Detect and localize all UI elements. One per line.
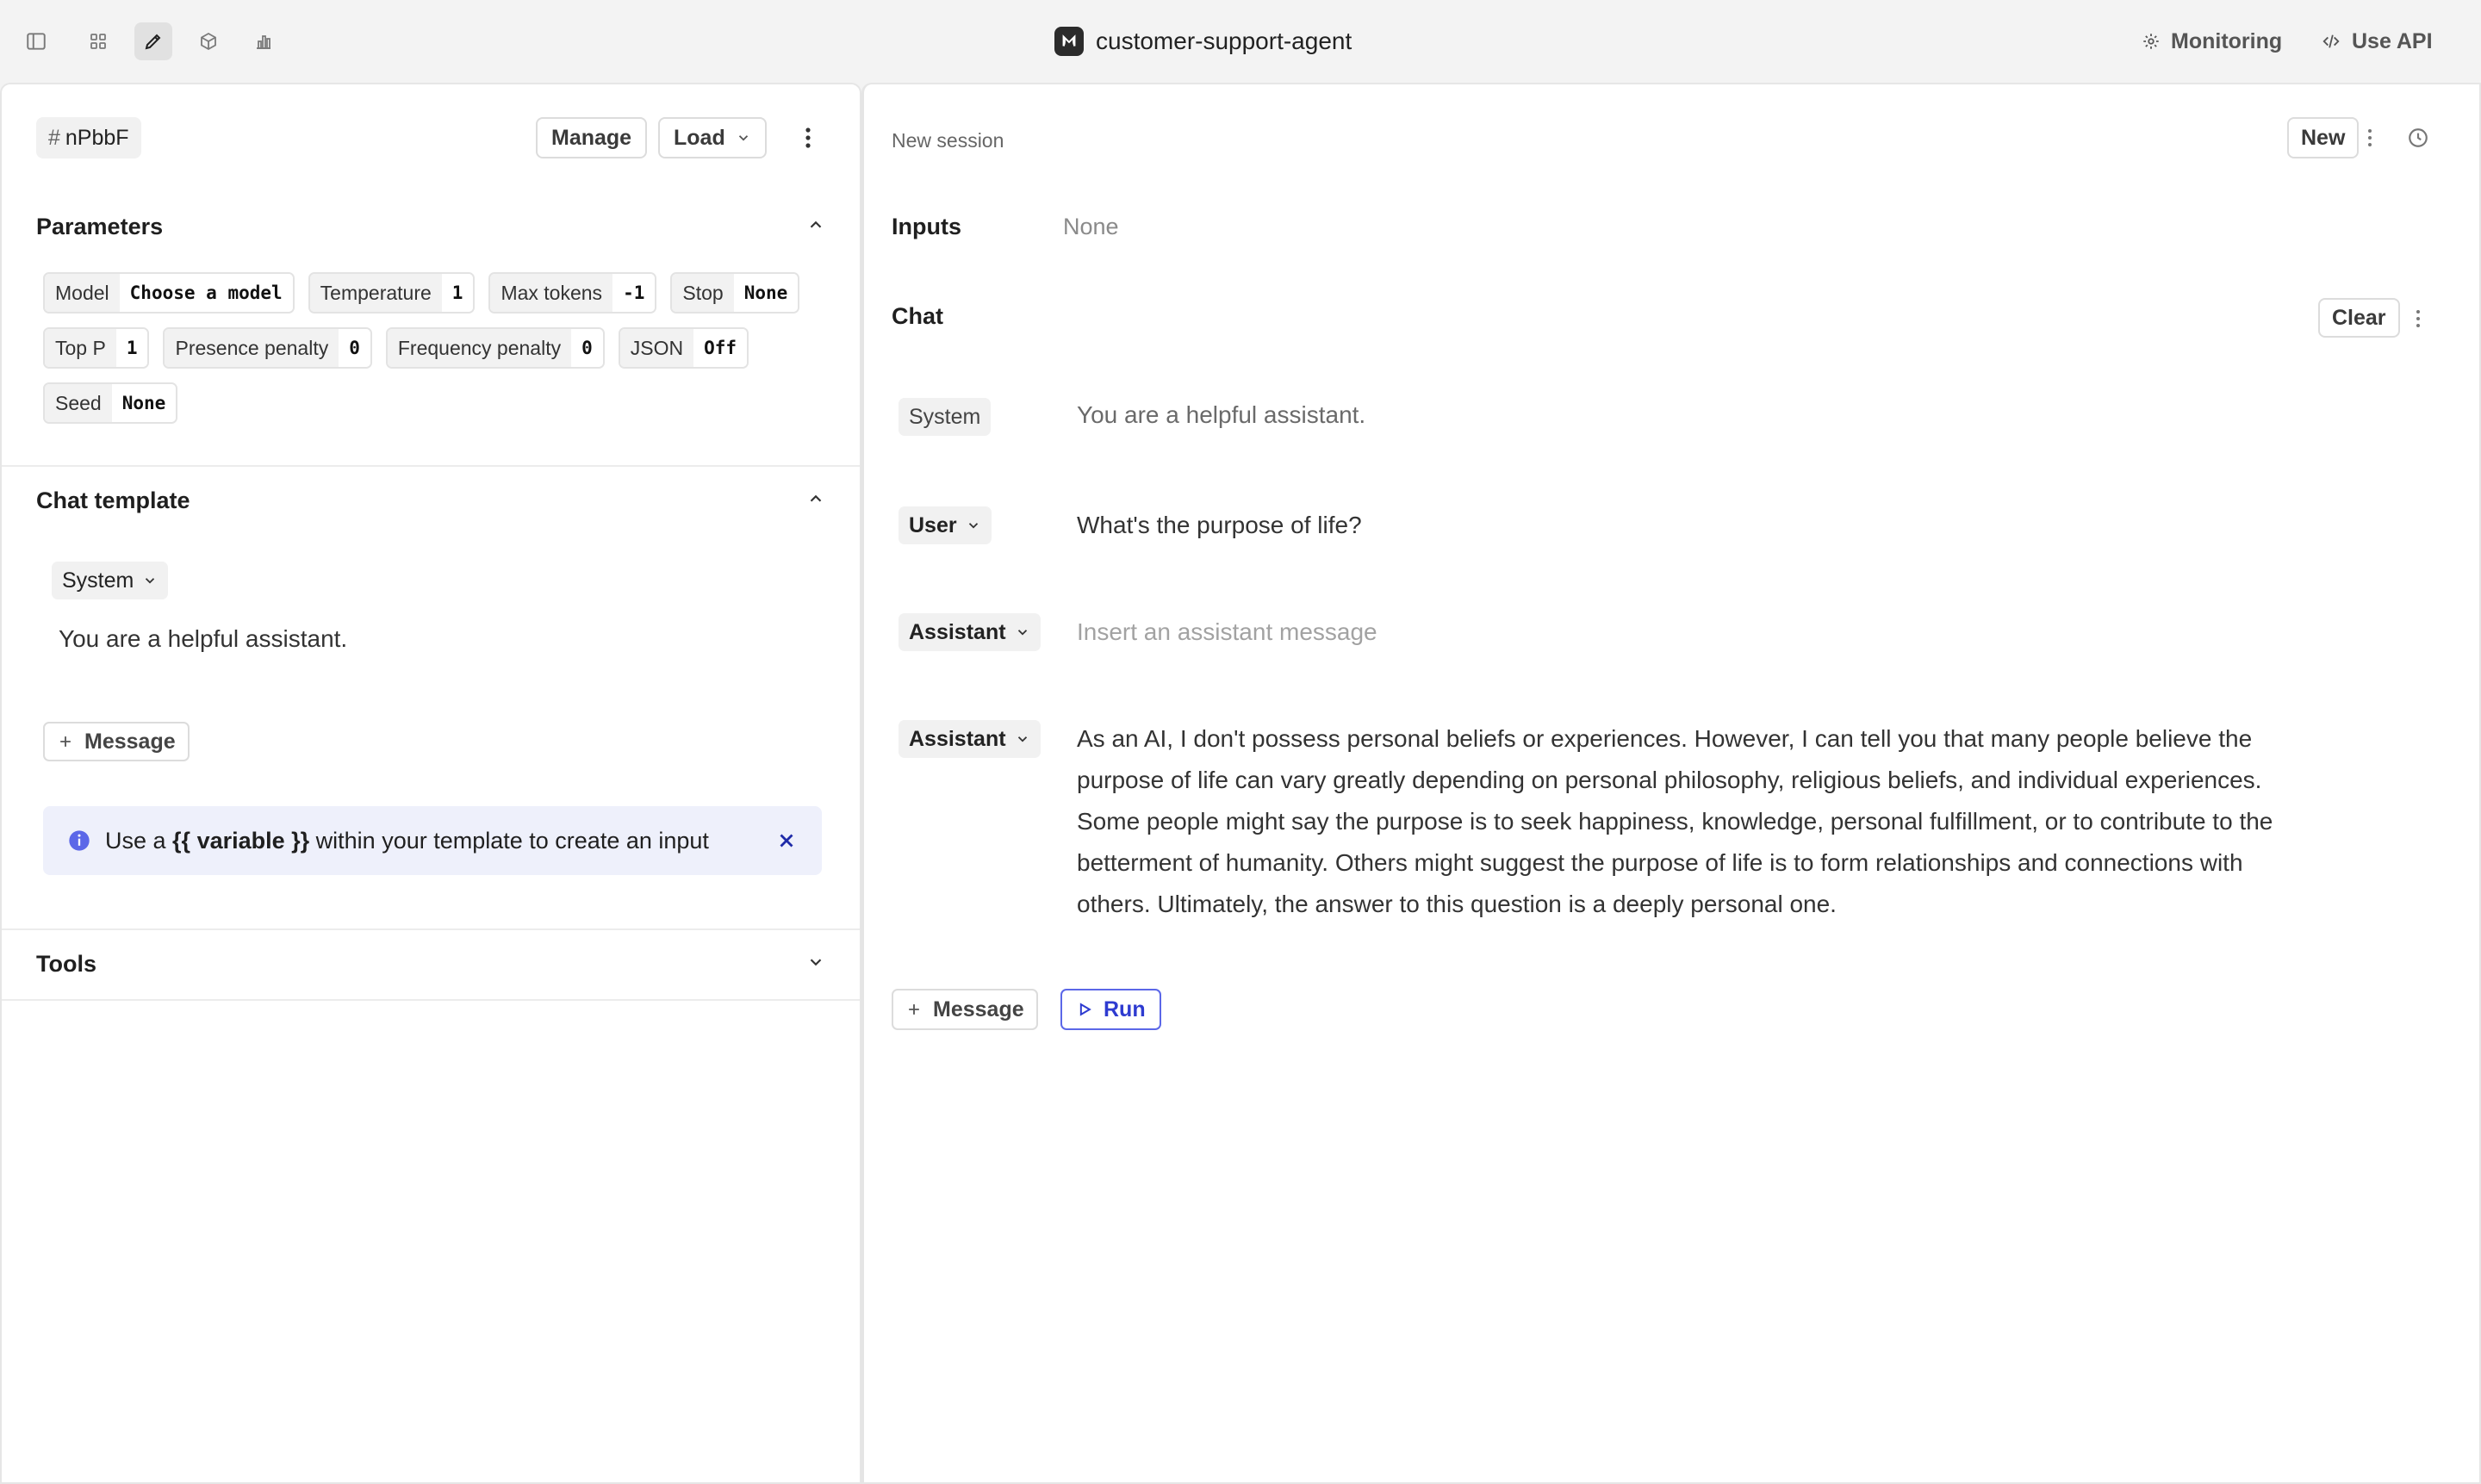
chevron-down-icon	[142, 573, 158, 588]
monitoring-link[interactable]	[2142, 24, 2282, 59]
manage-button[interactable]	[536, 117, 647, 158]
gear-icon	[2142, 32, 2161, 51]
parameters-title: Parameters	[36, 214, 164, 239]
hash-icon: #	[48, 125, 60, 150]
add-chat-message-button[interactable]	[892, 989, 1038, 1030]
variable-hint-banner	[43, 806, 822, 875]
template-message-text[interactable]: You are a helpful assistant.	[59, 625, 348, 652]
hint-text: Use a {{ variable }} within your template to create an input	[105, 827, 709, 854]
close-icon[interactable]	[775, 829, 798, 852]
param-temperature[interactable]: Temperature 1	[308, 272, 476, 314]
new-label: New	[2301, 125, 2346, 150]
message-role-system: System	[899, 398, 991, 436]
prompt-editor-panel	[0, 83, 861, 1484]
use-api-link[interactable]	[2321, 24, 2433, 59]
parameters-collapse-icon[interactable]	[806, 215, 825, 234]
load-button[interactable]	[658, 117, 767, 158]
param-max-tokens[interactable]: Max tokens -1	[488, 272, 656, 314]
prompt-id: nPbbF	[65, 125, 129, 150]
app-title-text: customer-support-agent	[1096, 28, 1352, 54]
tools-title: Tools	[36, 951, 96, 977]
clear-chat-button[interactable]	[2318, 298, 2400, 338]
run-label: Run	[1104, 997, 1146, 1021]
add-message-label: Message	[84, 729, 176, 754]
info-icon	[67, 829, 91, 853]
inputs-value: None	[1063, 214, 1119, 239]
template-role-select[interactable]	[52, 562, 168, 599]
param-json[interactable]: JSON Off	[619, 327, 749, 369]
new-session-button[interactable]	[2287, 117, 2359, 158]
app-title	[1054, 24, 1352, 59]
divider	[2, 999, 860, 1001]
param-frequency-penalty[interactable]: Frequency penalty 0	[386, 327, 605, 369]
plus-icon	[905, 1001, 923, 1018]
bar-chart-icon[interactable]	[245, 22, 283, 60]
play-icon	[1076, 1001, 1093, 1018]
chevron-down-icon	[966, 518, 981, 533]
divider	[2, 928, 860, 930]
run-button[interactable]	[1060, 989, 1161, 1030]
top-bar	[0, 0, 2481, 83]
monitoring-label: Monitoring	[2171, 28, 2283, 53]
assistant-response-text[interactable]: As an AI, I don't possess personal beliefs or experiences. However, I can tell you that many people believe the purpose of life can vary greatly depending on personal philosophy, religious beliefs, and individual experiences. Some people might say the purpose is to seek happiness, knowledge, personal fulfillment, or to contribute to the betterment of humanity. Others might suggest the purpose of life is to form relationships and connections with others. Ultimately, the answer to this question is a deeply personal one.	[1077, 725, 2273, 917]
chat-label: Chat	[892, 303, 943, 329]
param-model[interactable]: Model Choose a model	[43, 272, 295, 314]
add-template-message-button[interactable]	[43, 722, 190, 761]
inputs-label: Inputs	[892, 214, 961, 239]
message-role-assistant-select[interactable]: Assistant	[899, 720, 1041, 758]
more-options-icon[interactable]	[791, 117, 825, 158]
message-role-user-select[interactable]: User	[899, 506, 992, 544]
pencil-icon[interactable]	[134, 22, 172, 60]
app-logo-icon	[1054, 27, 1084, 56]
tools-expand-icon[interactable]	[806, 953, 825, 972]
param-seed[interactable]: Seed None	[43, 382, 177, 424]
manage-label: Manage	[551, 125, 632, 150]
chevron-down-icon	[736, 130, 751, 146]
playground-panel	[861, 83, 2481, 1484]
history-icon[interactable]	[2401, 117, 2435, 158]
user-message-text[interactable]: What's the purpose of life?	[1077, 512, 1362, 538]
load-label: Load	[674, 125, 725, 150]
parameters-list	[43, 272, 836, 424]
add-message-label: Message	[933, 997, 1024, 1021]
grid-icon[interactable]	[79, 22, 117, 60]
param-presence-penalty[interactable]: Presence penalty 0	[163, 327, 371, 369]
chevron-down-icon	[1015, 731, 1030, 747]
plus-icon	[57, 733, 74, 750]
system-message-text[interactable]: You are a helpful assistant.	[1077, 401, 1366, 428]
message-role-assistant-select[interactable]: Assistant	[899, 613, 1041, 651]
assistant-message-input[interactable]: Insert an assistant message	[1077, 618, 1377, 645]
chat-more-icon[interactable]	[2401, 298, 2435, 339]
chat-template-collapse-icon[interactable]	[806, 489, 825, 508]
template-role-label: System	[62, 568, 134, 593]
use-api-label: Use API	[2352, 28, 2433, 53]
prompt-id-chip[interactable]	[36, 117, 141, 158]
session-label: New session	[892, 129, 1004, 152]
chat-template-title: Chat template	[36, 487, 190, 513]
chevron-down-icon	[1015, 624, 1030, 640]
divider	[2, 465, 860, 467]
clear-label: Clear	[2332, 305, 2386, 330]
param-top-p[interactable]: Top P 1	[43, 327, 149, 369]
code-icon	[2321, 32, 2341, 51]
param-stop[interactable]: Stop None	[670, 272, 799, 314]
sidebar-toggle-icon[interactable]	[17, 22, 55, 60]
cube-icon[interactable]	[190, 22, 227, 60]
session-more-icon[interactable]	[2353, 117, 2387, 158]
